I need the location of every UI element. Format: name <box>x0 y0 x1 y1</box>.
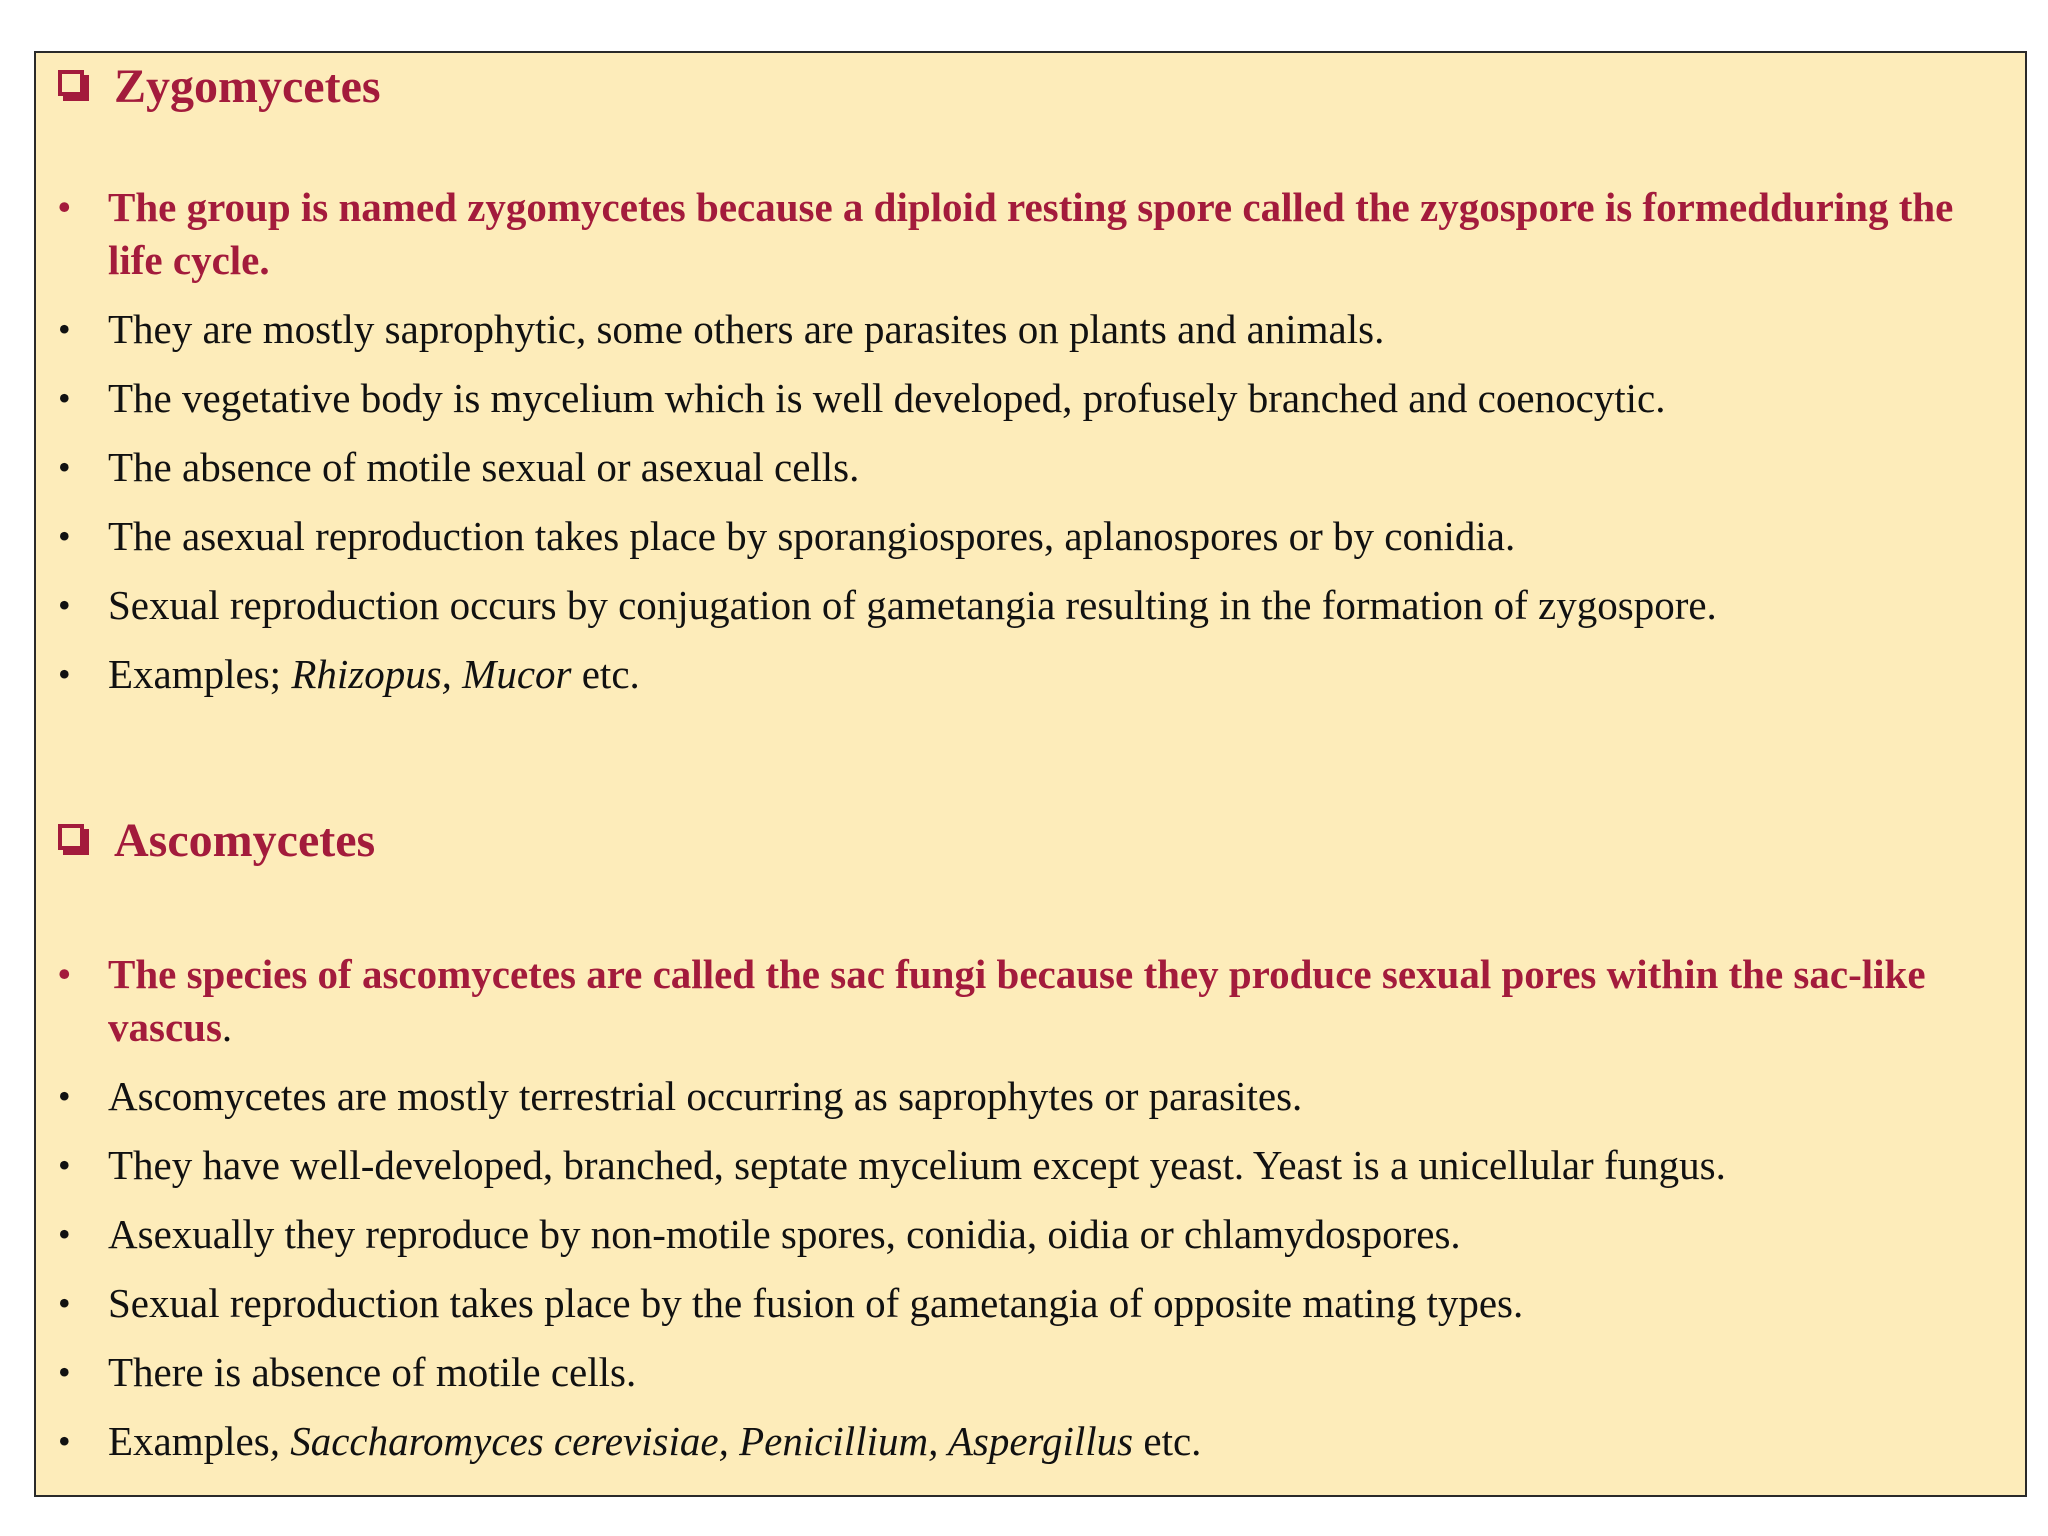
section-heading-ascomycetes <box>58 813 375 868</box>
bullet-icon: • <box>58 187 71 227</box>
item-text-suffix: etc. <box>571 651 640 697</box>
bullet-icon: • <box>58 1421 71 1461</box>
list-item <box>36 372 2025 425</box>
list-item <box>36 1277 2025 1330</box>
item-text: Sexual reproduction takes place by the fusion of gametangia of opposite mating types. <box>108 1280 1524 1326</box>
item-text-prefix: Examples <box>108 1418 270 1464</box>
section-title: Ascomycetes <box>114 814 376 867</box>
list-item <box>36 510 2025 563</box>
list-item <box>36 1346 2025 1399</box>
bullet-icon: • <box>58 1214 71 1254</box>
content-panel <box>34 51 2027 1497</box>
item-text: The species of ascomycetes are called the sac fungi because they produce sexual pores within the sac-like vascus <box>108 951 1926 1050</box>
section-title: Zygomycetes <box>114 60 381 113</box>
zygomycetes-list <box>36 181 2025 717</box>
bullet-icon: • <box>58 954 71 994</box>
item-text-suffix: . <box>221 1004 233 1050</box>
list-item <box>36 579 2025 632</box>
item-text: The absence of motile sexual or asexual cells. <box>108 444 860 490</box>
item-text: They have well-developed, branched, septate mycelium except yeast. Yeast is a unicellular fungus. <box>108 1142 1726 1188</box>
item-text: The asexual reproduction takes place by sporangiospores, aplanospores or by conidia. <box>108 513 1516 559</box>
list-item <box>36 441 2025 494</box>
item-text: Sexual reproduction occurs by conjugation of gametangia resulting in the formation of zygospore. <box>108 582 1717 628</box>
list-item <box>36 1208 2025 1261</box>
bullet-icon: • <box>58 447 71 487</box>
list-item <box>36 648 2025 701</box>
bullet-icon: • <box>58 1283 71 1323</box>
bullet-icon: • <box>58 585 71 625</box>
item-text-italic: Rhizopus, Mucor <box>291 651 572 697</box>
item-text: There is absence of motile cells. <box>108 1349 637 1395</box>
list-item <box>36 948 2025 1054</box>
list-item <box>36 303 2025 356</box>
item-text: The group is named zygomycetes because a diploid resting spore called the zygospore is formedduring the life cycle. <box>108 184 1954 283</box>
checkbox-bullet-icon <box>58 824 84 850</box>
item-text-suffix: etc. <box>1133 1418 1202 1464</box>
list-item <box>36 181 2025 287</box>
bullet-icon: • <box>58 516 71 556</box>
item-text: The vegetative body is mycelium which is well developed, profusely branched and coenocytic. <box>108 375 1666 421</box>
bullet-icon: • <box>58 1352 71 1392</box>
item-text: They are mostly saprophytic, some others are parasites on plants and animals. <box>108 306 1385 352</box>
item-text: Ascomycetes are mostly terrestrial occurring as saprophytes or parasites. <box>108 1073 1303 1119</box>
checkbox-bullet-icon <box>58 70 84 96</box>
bullet-icon: • <box>58 654 71 694</box>
item-text: Asexually they reproduce by non-motile spores, conidia, oidia or chlamydospores. <box>108 1211 1461 1257</box>
ascomycetes-list <box>36 948 2025 1484</box>
item-text-prefix: Examples; <box>108 651 292 697</box>
list-item <box>36 1070 2025 1123</box>
item-text-italic: , Saccharomyces cerevisiae, Penicillium, Aspergillus <box>269 1418 1134 1464</box>
bullet-icon: • <box>58 378 71 418</box>
list-item <box>36 1415 2025 1468</box>
bullet-icon: • <box>58 309 71 349</box>
bullet-icon: • <box>58 1145 71 1185</box>
list-item <box>36 1139 2025 1192</box>
bullet-icon: • <box>58 1076 71 1116</box>
section-heading-zygomycetes <box>58 59 381 114</box>
